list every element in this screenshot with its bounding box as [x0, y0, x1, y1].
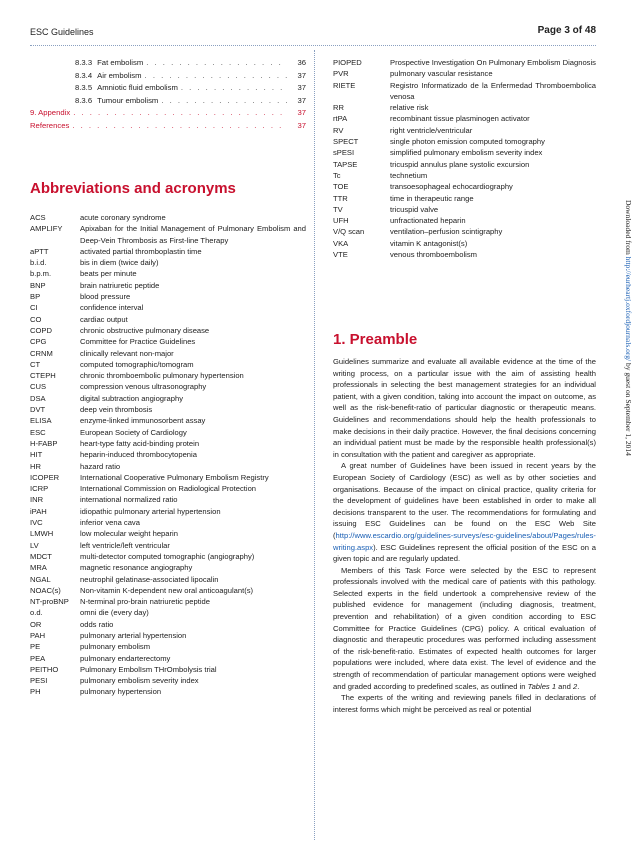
abbreviation-definition: left ventricle/left ventricular — [80, 540, 170, 550]
abbreviation-term: ELISA — [30, 416, 52, 426]
abbreviation-term: ICOPER — [30, 472, 60, 482]
abbreviation-term: PAH — [30, 630, 46, 640]
abbreviation-term: TV — [333, 204, 343, 214]
abbreviation-row — [30, 393, 306, 404]
abbreviation-term: HIT — [30, 450, 43, 460]
toc-page: 37 — [297, 108, 306, 117]
toc-label: Air embolism — [97, 70, 142, 80]
toc-leader — [73, 107, 287, 120]
abbreviation-row — [333, 147, 596, 158]
abbreviation-term: MRA — [30, 563, 47, 573]
running-title: ESC Guidelines — [30, 27, 94, 37]
abbreviation-row — [30, 585, 306, 596]
abbreviation-term: UFH — [333, 216, 349, 226]
toc-page: 37 — [297, 70, 306, 80]
paragraph — [333, 565, 596, 693]
abbreviation-row — [30, 336, 306, 347]
paragraph-text: Members of this Task Force were selected by the ESC to represent professionals involved with the medical care of patients with this pathology. Selected experts in the field undertook a comprehensive review of the published evidence for management (including diagnosis, treatment, prevention and rehabilitation) of a given condition according to ESC Committee for Practice Guidelines (CPG) policy. A critical evaluation of diagnostic and therapeutic procedures was performed including assessment of the risk-benefit-ratio. Estimates of expected health outcomes for larger populations were included, where data exist. The level of evidence and the strength of recommendation of particular management options were weighed and graded according to predefined scales, as outlined in — [333, 565, 596, 691]
abbreviation-row — [30, 664, 306, 675]
abbreviation-row — [333, 57, 596, 68]
paragraph: Guidelines summarize and evaluate all available evidence at the time of the writing process, on a particular issue with the aim of assisting health professionals in selecting the best management strategies for an individual patient, with a given condition, taking into account the impact on outcome, as well as the risk-benefit-ratio of particular diagnostic or therapeutic means. Guidelines and recommendations should help the health professionals to make decisions in their daily practice. However, the final decisions concerning an individual patient must be made by the responsible health professional(s) in consultation with the patient and caregiver as appropriate. — [333, 357, 596, 459]
abbreviation-term: PVR — [333, 69, 349, 79]
abbreviation-definition: International Cooperative Pulmonary Embolism Registry — [80, 472, 269, 482]
abbreviation-definition: pulmonary hypertension — [80, 687, 162, 697]
abbreviation-row — [30, 686, 306, 697]
abbreviation-term: TOE — [333, 182, 349, 192]
toc-page: 36 — [297, 58, 306, 67]
abbreviation-term: IVC — [30, 518, 43, 528]
abbreviation-term: CTEPH — [30, 371, 56, 381]
abbreviation-term: TAPSE — [333, 159, 358, 169]
abbreviation-row — [333, 226, 596, 237]
abbreviation-definition: venous thromboembolism — [390, 250, 477, 260]
paragraph — [333, 460, 596, 564]
abbreviation-definition: beats per minute — [80, 269, 137, 279]
paragraph-text: and — [556, 681, 573, 691]
download-note-prefix: Downloaded from — [624, 200, 633, 257]
abbreviation-definition: digital subtraction angiography — [80, 393, 184, 403]
download-note — [613, 200, 633, 620]
abbreviation-definition: clinically relevant non-major — [80, 348, 174, 358]
abbreviation-row — [30, 359, 306, 370]
abbreviation-definition: Committee for Practice Guidelines — [80, 337, 196, 347]
toc-label: References — [30, 120, 70, 130]
abbreviation-row — [30, 257, 306, 268]
abbreviation-term: PEITHO — [30, 664, 59, 674]
abbreviation-row — [30, 404, 306, 415]
abbreviation-definition: idiopathic pulmonary arterial hypertension — [80, 506, 221, 516]
abbreviation-term: NT-proBNP — [30, 597, 69, 607]
abbreviation-row — [30, 223, 306, 246]
abbreviation-row — [333, 136, 596, 147]
abbreviations-list-right — [333, 57, 596, 260]
abbreviation-term: VKA — [333, 238, 349, 248]
abbreviation-term: CPG — [30, 337, 47, 347]
abbreviation-row — [333, 159, 596, 170]
abbreviation-term: VTE — [333, 250, 348, 260]
abbreviation-term: V/Q scan — [333, 227, 365, 237]
abbreviation-row — [30, 675, 306, 686]
abbreviation-definition: compression venous ultrasonography — [80, 382, 207, 392]
table-1-reference[interactable]: Tables 1 — [527, 681, 557, 691]
abbreviation-row — [30, 438, 306, 449]
abbreviation-definition: recombinant tissue plasminogen activator — [390, 114, 530, 124]
abbreviation-row — [30, 630, 306, 641]
abbreviation-row — [333, 249, 596, 260]
toc-entry[interactable] — [30, 57, 306, 70]
abbreviation-definition: brain natriuretic peptide — [80, 280, 160, 290]
toc-label: Tumour embolism — [97, 95, 159, 105]
abbreviation-definition: confidence interval — [80, 303, 144, 313]
abbreviation-definition: pulmonary vascular resistance — [390, 69, 493, 79]
toc-entry[interactable] — [30, 82, 306, 95]
abbreviation-row — [333, 170, 596, 181]
abbreviation-definition: bis in diem (twice daily) — [80, 258, 159, 268]
abbreviation-row — [30, 212, 306, 223]
toc-label: Fat embolism — [97, 58, 144, 67]
table-2-reference[interactable]: 2 — [572, 681, 578, 691]
abbreviation-term: NGAL — [30, 574, 51, 584]
abbreviation-definition: heparin-induced thrombocytopenia — [80, 450, 197, 460]
abbreviation-term: OR — [30, 619, 42, 629]
abbreviation-term: CI — [30, 303, 38, 313]
abbreviation-row — [30, 348, 306, 359]
toc-entry[interactable] — [30, 120, 306, 133]
abbreviation-row — [30, 494, 306, 505]
abbreviation-row — [30, 483, 306, 494]
abbreviation-row — [30, 517, 306, 528]
toc-leader — [145, 70, 287, 83]
abbreviation-term: ESC — [30, 427, 46, 437]
page-number: Page 3 of 48 — [537, 25, 596, 36]
abbreviation-row — [333, 68, 596, 79]
abbreviation-row — [30, 381, 306, 392]
abbreviation-definition: hazard ratio — [80, 461, 121, 471]
abbreviation-definition: right ventricle/ventricular — [390, 125, 473, 135]
abbreviation-term: ACS — [30, 213, 46, 222]
abbreviation-term: b.p.m. — [30, 269, 52, 279]
abbreviation-definition: multi-detector computed tomographic (angiography) — [80, 551, 255, 561]
abbreviation-term: RR — [333, 103, 344, 113]
abbreviation-definition: Non-vitamin K-dependent new oral anticoagulant(s) — [80, 585, 254, 595]
abbreviation-term: PH — [30, 687, 41, 697]
abbreviation-row — [30, 528, 306, 539]
abbreviation-definition: low molecular weight heparin — [80, 529, 178, 539]
abbreviation-definition: unfractionated heparin — [390, 216, 466, 226]
abbreviation-row — [30, 302, 306, 313]
abbreviation-row — [30, 427, 306, 438]
abbreviation-row — [30, 562, 306, 573]
abbreviation-definition: odds ratio — [80, 619, 114, 629]
abbreviation-term: COPD — [30, 325, 52, 335]
paragraph-text: A great number of Guidelines have been issued in recent years by the European Society of Cardiology (ESC) as well as by other societies and organisations. Because of the impact on clinical practice, quality criteria for the development of guidelines have been established in order to make all decisions transparent to the user. The recommendations for formulating and issuing ESC Guidelines can be found on the ESC Web Site ( — [333, 461, 596, 540]
abbreviation-term: rtPA — [333, 114, 348, 124]
abbreviation-term: CO — [30, 314, 42, 324]
abbreviation-term: LV — [30, 540, 39, 550]
column-divider — [314, 50, 315, 840]
paragraph-text: . — [577, 681, 580, 691]
abbreviation-term: CUS — [30, 382, 47, 392]
toc-page: 37 — [297, 120, 306, 130]
abbreviation-term: RIETE — [333, 80, 356, 90]
abbreviation-term: CT — [30, 359, 41, 369]
abbreviation-definition: Prospective Investigation On Pulmonary Embolism Diagnosis — [390, 58, 596, 67]
abbreviation-definition: inferior vena cava — [80, 518, 140, 528]
toc-page: 37 — [297, 83, 306, 92]
abbreviation-definition: magnetic resonance angiography — [80, 563, 193, 573]
toc-entry[interactable] — [30, 107, 306, 120]
abbreviation-row — [30, 461, 306, 472]
abbreviation-term: DVT — [30, 405, 46, 415]
abbreviation-definition: relative risk — [390, 103, 429, 113]
abbreviation-row — [30, 641, 306, 652]
toc-leader — [181, 82, 287, 95]
abbreviation-term: H-FABP — [30, 438, 58, 448]
abbreviation-term: HR — [30, 461, 41, 471]
abbreviation-definition: chronic obstructive pulmonary disease — [80, 325, 210, 335]
abbreviation-term: NOAC(s) — [30, 585, 61, 595]
abbreviation-definition: vitamin K antagonist(s) — [390, 238, 468, 248]
abbreviation-term: PE — [30, 642, 41, 652]
abbreviation-definition: blood pressure — [80, 292, 131, 302]
abbreviation-definition: ventilation–perfusion scintigraphy — [390, 227, 503, 237]
abbreviation-row — [333, 113, 596, 124]
abbreviation-definition: N-terminal pro-brain natriuretic peptide — [80, 597, 210, 607]
abbreviation-definition: activated partial thromboplastin time — [80, 246, 202, 256]
abbreviation-definition: chronic thromboembolic pulmonary hypertension — [80, 371, 244, 381]
toc-leader — [72, 120, 287, 133]
abbreviation-row — [333, 238, 596, 249]
abbreviation-row — [30, 246, 306, 257]
abbreviation-term: PIOPED — [333, 58, 362, 67]
toc-entry[interactable] — [30, 70, 306, 83]
abbreviation-definition: enzyme-linked immunosorbent assay — [80, 416, 206, 426]
abbreviation-row — [333, 215, 596, 226]
abbreviation-row — [30, 540, 306, 551]
abbreviation-row — [30, 653, 306, 664]
abbreviation-definition: cardiac output — [80, 314, 128, 324]
abbreviation-definition: tricuspid valve — [390, 204, 439, 214]
abbreviation-term: o.d. — [30, 608, 43, 618]
abbreviations-list-left — [30, 212, 306, 698]
abbreviation-row — [30, 472, 306, 483]
abbreviation-row — [30, 415, 306, 426]
guidelines-rules-link[interactable]: http://www.escardio.org/guidelines-surveys/esc-guidelines/about/Pages/rules-writing.aspx — [333, 530, 596, 552]
abbreviation-definition: computed tomographic/tomogram — [80, 359, 194, 369]
toc-number: 8.3.6 — [75, 95, 93, 105]
abbreviation-term: SPECT — [333, 137, 359, 147]
abbreviation-term: MDCT — [30, 551, 52, 561]
abbreviation-term: BNP — [30, 280, 46, 290]
abbreviation-term: sPESI — [333, 148, 355, 158]
abbreviation-definition: time in therapeutic range — [390, 193, 474, 203]
abbreviation-row — [30, 619, 306, 630]
abbreviation-row — [30, 291, 306, 302]
paragraph: The experts of the writing and reviewing panels filled in declarations of interest forms which might be perceived as real or potential — [333, 693, 596, 714]
abbreviation-row — [30, 280, 306, 291]
abbreviation-row — [333, 204, 596, 215]
abbreviation-row — [30, 506, 306, 517]
abbreviation-term: DSA — [30, 393, 46, 403]
toc-leader — [161, 95, 287, 108]
abbreviation-term: CRNM — [30, 348, 53, 358]
abbreviation-term: aPTT — [30, 246, 49, 256]
abbreviation-row — [333, 125, 596, 136]
abbreviation-definition: International Commission on Radiological Protection — [80, 484, 257, 494]
abbreviation-definition: pulmonary arterial hypertension — [80, 630, 187, 640]
abbreviation-definition: Pulmonary EmbolIsm THrOmbolysis trial — [80, 664, 217, 674]
abbreviation-definition: heart-type fatty acid-binding protein — [80, 438, 200, 448]
toc-page: 37 — [297, 95, 306, 105]
abbreviation-row — [30, 596, 306, 607]
abbreviation-row — [333, 181, 596, 192]
abbreviation-definition: tricuspid annulus plane systolic excursion — [390, 159, 530, 169]
toc-leader — [146, 57, 287, 70]
abbreviation-row — [30, 551, 306, 562]
abbreviation-definition: deep vein thrombosis — [80, 405, 153, 415]
abbreviation-row — [30, 607, 306, 618]
abbreviation-term: BP — [30, 292, 41, 302]
abbreviation-row — [30, 574, 306, 585]
abbreviation-definition: acute coronary syndrome — [80, 213, 166, 222]
toc-entry[interactable] — [30, 95, 306, 108]
abbreviation-term: iPAH — [30, 506, 47, 516]
abbreviation-definition: technetium — [390, 170, 428, 180]
abbreviation-term: AMPLIFY — [30, 224, 63, 234]
abbreviation-definition: pulmonary embolism severity index — [80, 676, 199, 686]
abbreviation-term: TTR — [333, 193, 348, 203]
abbreviation-term: RV — [333, 125, 344, 135]
abbreviation-term: PEA — [30, 653, 46, 663]
abbreviation-row — [30, 325, 306, 336]
abbreviation-definition: pulmonary endarterectomy — [80, 653, 171, 663]
abbreviation-definition: European Society of Cardiology — [80, 427, 187, 437]
abbreviation-definition: pulmonary embolism — [80, 642, 151, 652]
preamble-body — [333, 356, 596, 715]
abbreviation-definition: transoesophageal echocardiography — [390, 182, 513, 192]
abbreviation-definition: neutrophil gelatinase-associated lipocalin — [80, 574, 219, 584]
preamble-heading: 1. Preamble — [333, 331, 418, 348]
abbreviation-row — [30, 314, 306, 325]
abbreviation-row — [30, 370, 306, 381]
toc-number: 8.3.4 — [75, 70, 93, 80]
toc-number: 8.3.5 — [75, 83, 93, 92]
header-divider — [30, 45, 596, 46]
toc-number: 8.3.3 — [75, 58, 93, 67]
paragraph-text: ). ESC Guidelines represent the official position of the ESC on a given topic and are regularly updated. — [333, 542, 596, 564]
table-of-contents — [30, 57, 306, 132]
abbreviation-term: INR — [30, 495, 44, 505]
abbreviation-row — [333, 80, 596, 103]
abbreviation-row — [333, 193, 596, 204]
abbreviation-definition: single photon emission computed tomography — [390, 137, 545, 147]
abbreviation-row — [30, 449, 306, 460]
abbreviation-term: b.i.d. — [30, 258, 47, 268]
abbreviation-row — [333, 102, 596, 113]
page-header — [30, 25, 596, 41]
abbreviation-definition: Apixaban for the Initial Management of Pulmonary Embolism and Deep-Vein Thrombosis as First-line Therapy — [80, 224, 306, 245]
abbreviation-definition: simplified pulmonary embolism severity index — [390, 148, 543, 158]
abbreviation-term: LMWH — [30, 529, 54, 539]
toc-label: 9. Appendix — [30, 108, 71, 117]
abbreviation-term: PESI — [30, 676, 48, 686]
abbreviation-row — [30, 268, 306, 279]
download-note-suffix: by guest on September 1, 2014 — [624, 361, 633, 456]
toc-label: Amniotic fluid embolism — [97, 83, 178, 92]
abbreviation-term: ICRP — [30, 484, 49, 494]
abbreviations-heading: Abbreviations and acronyms — [30, 180, 236, 197]
abbreviation-definition: omni die (every day) — [80, 608, 149, 618]
journal-link[interactable]: http://eurheartj.oxfordjournals.org/ — [624, 256, 633, 362]
abbreviation-definition: Registro Informatizado de la Enfermedad Thromboembolica venosa — [390, 80, 596, 101]
abbreviation-term: Tc — [333, 170, 341, 180]
abbreviation-definition: international normalized ratio — [80, 495, 178, 505]
